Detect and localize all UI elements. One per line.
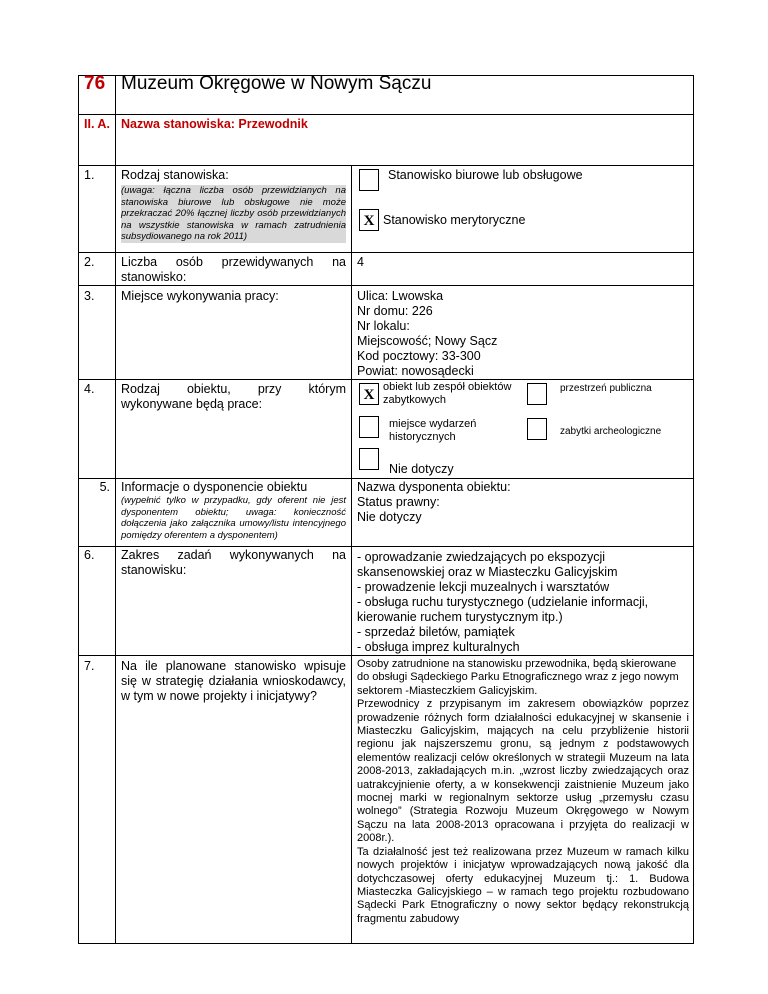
row-label: Zakres zadań wykonywanych na stanowisku: (116, 547, 352, 656)
address-house-number: Nr domu: 226 (357, 304, 433, 318)
row-position-type (79, 166, 694, 253)
duty-item: - obsługa imprez kulturalnych (357, 640, 520, 654)
address-county: Powiat: nowosądecki (357, 364, 474, 378)
historical-site-label: miejsce wydarzeń historycznych (389, 418, 477, 443)
row-object-owner (79, 479, 694, 547)
office-position-checkbox[interactable] (359, 169, 379, 191)
office-position-label: Stanowisko biurowe lub obsługowe (388, 168, 583, 182)
row-label: Informacje o dysponencie obiektu (121, 480, 308, 494)
duties-list (352, 547, 694, 656)
address-city: Miejscowość; Nowy Sącz (357, 334, 498, 348)
row-number: 7. (79, 656, 116, 944)
row-note: (wypełnić tylko w przypadku, gdy oferent nie jest dysponentem obiektu; uwaga: konieczność dołączenia jako załącznika umowy/listu intencyjnego pomiędzy oferentem a dysponentem) (121, 495, 346, 541)
heritage-object-label: obiekt lub zespół obiektów zabytkowych (383, 381, 512, 406)
heritage-object-checkbox[interactable]: X (359, 383, 379, 405)
offer-form-table (78, 75, 694, 944)
owner-legal-status: Status prawny: (357, 495, 440, 509)
institution-name: Muzeum Okręgowe w Nowym Sączu (116, 76, 694, 115)
position-title: Nazwa stanowiska: Przewodnik (116, 115, 694, 166)
row-number: 2. (79, 253, 116, 286)
substantive-position-label: Stanowisko merytoryczne (383, 213, 526, 227)
section-id: II. A. (79, 115, 116, 166)
row-number: 5. (79, 479, 116, 547)
row-number: 6. (79, 547, 116, 656)
row-number: 4. (79, 380, 116, 479)
substantive-position-checkbox[interactable]: X (359, 209, 379, 231)
strategy-paragraph: Osoby zatrudnione na stanowisku przewodnika, będą skierowane do obsługi Sądeckiego Parku Etnograficznego wraz z jego nowym sektorem -Miasteczkiem Galicyjskim. (357, 658, 679, 697)
row-number: 1. (79, 166, 116, 253)
row-note: (uwaga: łączna liczba osób przewidzianych na stanowiska biurowe lub obsługowe nie może przekraczać 20% łącznej liczby osób przewidzianych na wszystkie stanowiska w ramach zatrudnienia subsydiowanego na rok 2011) (121, 185, 346, 242)
duty-item: - obsługa ruchu turystycznego (udzielanie informacji, kierowanie ruchem turystycznym itp.) (357, 595, 649, 624)
public-space-checkbox[interactable] (527, 383, 547, 405)
headcount-value: 4 (352, 253, 694, 286)
row-label: Na ile planowane stanowisko wpisuje się w strategię działania wnioskodawcy, w tym w nowe projekty i inicjatywy? (116, 656, 352, 944)
row-duties (79, 547, 694, 656)
row-number: 3. (79, 286, 116, 380)
duty-item: - prowadzenie lekcji muzealnych i warsztatów (357, 580, 610, 594)
strategy-paragraph: Przewodnicy z przypisanym im zakresem obowiązków poprzez prowadzenie różnych form działalności edukacyjnej w skansenie i Miasteczku Galicyjskim, mających na celu przybliżenie historii regionu jak najszerszemu gronu, są jednym z podstawowych elementów realizacji celów określonych w strategii Muzeum na lata 2008-2013, zakładających m.in. „wzrost liczby zwiedzających oraz uatrakcyjnienie oferty, a w konsekwencji zaistnienie Muzeum jako mocnej marki w regionalnym sektorze usług „przemysłu czasu wolnego” (Strategia Rozwoju Muzeum Okręgowego w Nowym Sączu na lata 2008-2013 opracowana i przyjęta do realizacji w 2008r.). (357, 698, 689, 845)
strategy-paragraph: Ta działalność jest też realizowana przez Muzeum w ramach kilku nowych projektów i inicjatyw wprowadzających nową jakość dla dotychczasowej oferty edukacyjnej Muzeum tj.: 1. Budowa Miasteczka Galicyjskiego – w ramach tego projektu rozbudowano Sądecki Park Etnograficzny o nowy sektor będący rekonstrukcją fragmentu zabudowy (357, 845, 689, 925)
not-applicable-label: Nie dotyczy (389, 462, 454, 476)
row-strategy (79, 656, 694, 944)
section-row (79, 115, 694, 166)
owner-not-applicable: Nie dotyczy (357, 510, 422, 524)
archaeological-label: zabytki archeologiczne (560, 426, 662, 437)
row-label: Rodzaj obiektu, przy którym wykonywane będą prace: (116, 380, 352, 479)
address-street: Ulica: Lwowska (357, 289, 444, 303)
address-unit-number: Nr lokalu: (357, 319, 410, 333)
duty-item: - oprowadzanie zwiedzających po ekspozycji skansenowskiej oraz w Miasteczku Galicyjskim (357, 550, 618, 579)
address-block (352, 286, 694, 380)
address-postal-code: Kod pocztowy: 33-300 (357, 349, 481, 363)
row-label: Liczba osób przewidywanych na stanowisko: (116, 253, 352, 286)
row-workplace (79, 286, 694, 380)
duty-item: - sprzedaż biletów, pamiątek (357, 625, 515, 639)
row-label: Miejsce wykonywania pracy: (116, 286, 352, 380)
not-applicable-checkbox[interactable] (359, 448, 379, 470)
entry-number: 76 (79, 76, 116, 115)
archaeological-checkbox[interactable] (527, 418, 547, 440)
owner-name: Nazwa dysponenta obiektu: (357, 480, 511, 494)
historical-site-checkbox[interactable] (359, 416, 379, 438)
row-object-type (79, 380, 694, 479)
row-label: Rodzaj stanowiska: (121, 168, 229, 182)
institution-row (79, 76, 694, 115)
public-space-label: przestrzeń publiczna (560, 383, 652, 394)
row-headcount (79, 253, 694, 286)
